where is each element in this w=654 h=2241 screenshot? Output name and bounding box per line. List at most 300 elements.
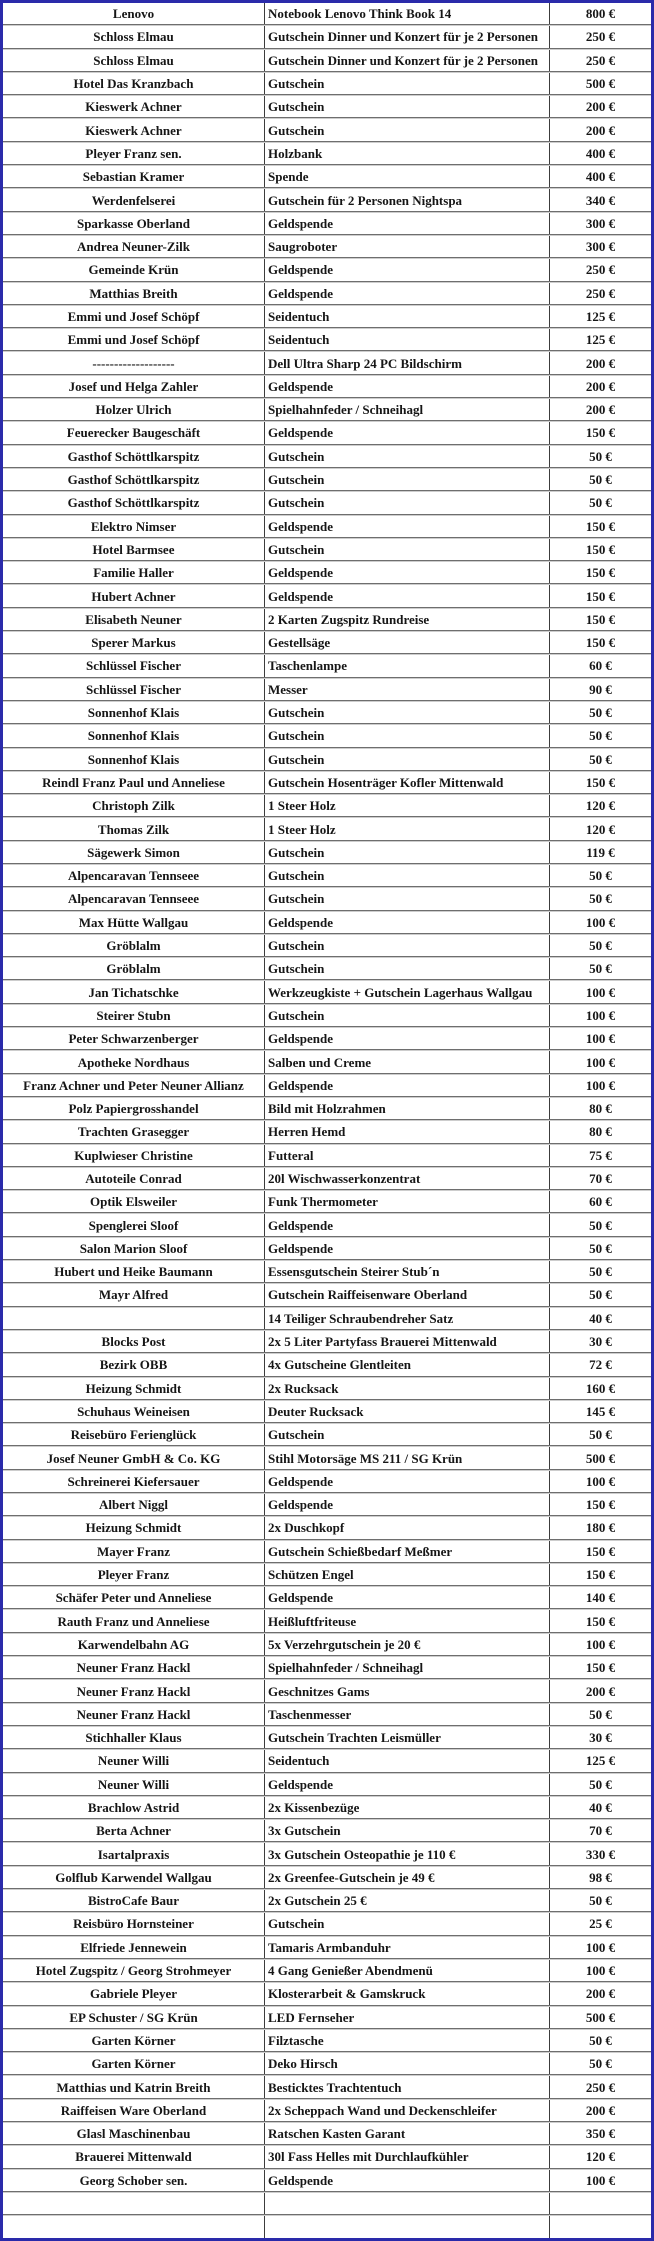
- table-row: [3, 608, 651, 631]
- table-row: [3, 1307, 651, 1330]
- item-cell: Geldspende: [265, 1774, 550, 1795]
- donor-cell: Kieswerk Achner: [3, 119, 265, 140]
- donor-cell: Werdenfelserei: [3, 189, 265, 210]
- value-cell: 400 €: [585, 145, 616, 161]
- item-cell: Schützen Engel: [265, 1564, 550, 1585]
- item-cell: Geldspende: [265, 516, 550, 537]
- value-cell: 100 €: [585, 1473, 616, 1489]
- value-cell: 70 €: [589, 1170, 612, 1186]
- item-cell: Geldspende: [265, 422, 550, 443]
- item-cell: Gestellsäge: [265, 632, 550, 653]
- value-cell: 500 €: [585, 1450, 616, 1466]
- item-cell: Funk Thermometer: [265, 1191, 550, 1212]
- item-cell: 2x Kissenbezüge: [265, 1797, 550, 1818]
- item-cell: Gutschein: [265, 119, 550, 140]
- donor-cell: Neuner Franz Hackl: [3, 1704, 265, 1725]
- table-row: [3, 2122, 651, 2145]
- item-cell: 2x Rucksack: [265, 1378, 550, 1399]
- value-cell: 200 €: [585, 378, 616, 394]
- item-cell: Spende: [265, 166, 550, 187]
- value-cell: 60 €: [589, 658, 612, 674]
- value-cell: 500 €: [585, 2009, 616, 2025]
- table-row: [3, 1330, 651, 1353]
- table-row: [3, 1563, 651, 1586]
- item-cell: Herren Hemd: [265, 1121, 550, 1142]
- donor-cell: Alpencaravan Tennseee: [3, 865, 265, 886]
- value-cell: 200 €: [585, 1986, 616, 2002]
- table-row: [3, 1120, 651, 1143]
- donor-cell: Sägewerk Simon: [3, 842, 265, 863]
- donor-cell: Gemeinde Krün: [3, 259, 265, 280]
- donor-cell: Stichhaller Klaus: [3, 1727, 265, 1748]
- table-row: [3, 188, 651, 211]
- table-row: [3, 631, 651, 654]
- item-cell: Geldspende: [265, 283, 550, 304]
- donor-cell: Schäfer Peter und Anneliese: [3, 1587, 265, 1608]
- donor-cell: [3, 2216, 265, 2237]
- donor-cell: Golflub Karwendel Wallgau: [3, 1867, 265, 1888]
- table-row: [3, 1213, 651, 1236]
- item-cell: Geldspende: [265, 259, 550, 280]
- table-row: [3, 887, 651, 910]
- donor-cell: Schloss Elmau: [3, 50, 265, 71]
- table-row: [3, 305, 651, 328]
- table-row: [3, 584, 651, 607]
- table-row: [3, 282, 651, 305]
- donor-cell: Berta Achner: [3, 1820, 265, 1841]
- table-row: [3, 1400, 651, 1423]
- donor-cell: Neuner Franz Hackl: [3, 1657, 265, 1678]
- item-cell: Taschenlampe: [265, 655, 550, 676]
- item-cell: 2x Scheppach Wand und Deckenschleifer: [265, 2100, 550, 2121]
- donor-cell: Gröblalm: [3, 958, 265, 979]
- donor-cell: Rauth Franz und Anneliese: [3, 1610, 265, 1631]
- item-cell: Deuter Rucksack: [265, 1401, 550, 1422]
- value-cell: 50 €: [589, 2032, 612, 2048]
- table-row: [3, 72, 651, 95]
- donor-cell: Gröblalm: [3, 935, 265, 956]
- table-row: [3, 1097, 651, 1120]
- value-cell: 50 €: [589, 728, 612, 744]
- value-cell: 50 €: [589, 891, 612, 907]
- donor-cell: Reindl Franz Paul und Anneliese: [3, 772, 265, 793]
- donor-cell: Garten Körner: [3, 2030, 265, 2051]
- value-cell: 160 €: [585, 1380, 616, 1396]
- donor-cell: Schlüssel Fischer: [3, 655, 265, 676]
- value-cell: 200 €: [585, 355, 616, 371]
- donor-cell: Hotel Das Kranzbach: [3, 73, 265, 94]
- value-cell: 150 €: [585, 588, 616, 604]
- donor-cell: Steirer Stubn: [3, 1005, 265, 1026]
- item-cell: Seidentuch: [265, 1750, 550, 1771]
- donor-cell: Josef Neuner GmbH & Co. KG: [3, 1447, 265, 1468]
- donor-cell: Brauerei Mittenwald: [3, 2146, 265, 2167]
- table-row: [3, 1004, 651, 1027]
- value-cell: 70 €: [589, 1823, 612, 1839]
- table-row: [3, 2029, 651, 2052]
- table-row: [3, 1423, 651, 1446]
- donor-cell: Andrea Neuner-Zilk: [3, 236, 265, 257]
- donor-cell: Schuhaus Weineisen: [3, 1401, 265, 1422]
- value-cell: 250 €: [585, 29, 616, 45]
- item-cell: Bild mit Holzrahmen: [265, 1098, 550, 1119]
- item-cell: 2x Gutschein 25 €: [265, 1890, 550, 1911]
- table-row: [3, 1633, 651, 1656]
- item-cell: Gutschein: [265, 73, 550, 94]
- value-cell: 150 €: [585, 611, 616, 627]
- donor-cell: Emmi und Josef Schöpf: [3, 329, 265, 350]
- donor-cell: Gasthof Schöttlkarspitz: [3, 469, 265, 490]
- value-cell: 60 €: [589, 1194, 612, 1210]
- table-row: [3, 1726, 651, 1749]
- item-cell: Gutschein: [265, 1424, 550, 1445]
- value-cell: 50 €: [589, 705, 612, 721]
- value-cell: 50 €: [589, 938, 612, 954]
- table-row: [3, 561, 651, 584]
- donor-cell: Elfriede Jennewein: [3, 1937, 265, 1958]
- item-cell: 30l Fass Helles mit Durchlaufkühler: [265, 2146, 550, 2167]
- donor-cell: Mayer Franz: [3, 1541, 265, 1562]
- donor-cell: Familie Haller: [3, 562, 265, 583]
- donor-cell: Max Hütte Wallgau: [3, 912, 265, 933]
- table-row: [3, 375, 651, 398]
- table-row: [3, 1167, 651, 1190]
- item-cell: 1 Steer Holz: [265, 795, 550, 816]
- value-cell: 200 €: [585, 2102, 616, 2118]
- donor-cell: Isartalpraxis: [3, 1843, 265, 1864]
- item-cell: Gutschein: [265, 446, 550, 467]
- donor-cell: Hubert Achner: [3, 585, 265, 606]
- item-cell: Besticktes Trachtentuch: [265, 2076, 550, 2097]
- value-cell: 90 €: [589, 681, 612, 697]
- item-cell: Gutschein: [265, 749, 550, 770]
- item-cell: 2x Duschkopf: [265, 1517, 550, 1538]
- item-cell: 14 Teiliger Schraubendreher Satz: [265, 1308, 550, 1329]
- value-cell: 50 €: [589, 1217, 612, 1233]
- item-cell: Geldspende: [265, 585, 550, 606]
- value-cell: 120 €: [585, 2149, 616, 2165]
- table-row: [3, 1260, 651, 1283]
- table-row: [3, 258, 651, 281]
- value-cell: 100 €: [585, 1007, 616, 1023]
- table-row: [3, 1050, 651, 1073]
- donor-cell: [3, 2193, 265, 2214]
- item-cell: Gutschein Dinner und Konzert für je 2 Personen: [265, 50, 550, 71]
- table-row: [3, 1609, 651, 1632]
- item-cell: Tamaris Armbanduhr: [265, 1937, 550, 1958]
- donor-cell: Sperer Markus: [3, 632, 265, 653]
- donor-cell: Kieswerk Achner: [3, 96, 265, 117]
- item-cell: LED Fernseher: [265, 2007, 550, 2028]
- value-cell: [550, 2216, 651, 2237]
- table-row: [3, 1586, 651, 1609]
- table-row: [3, 398, 651, 421]
- item-cell: 3x Gutschein: [265, 1820, 550, 1841]
- table-row: [3, 468, 651, 491]
- donor-cell: Sonnenhof Klais: [3, 725, 265, 746]
- item-cell: Geldspende: [265, 213, 550, 234]
- donor-cell: Georg Schober sen.: [3, 2170, 265, 2191]
- donor-cell: Kuplwieser Christine: [3, 1145, 265, 1166]
- table-row: [3, 49, 651, 72]
- value-cell: 125 €: [585, 309, 616, 324]
- value-cell: 400 €: [585, 169, 616, 185]
- table-row: [3, 1470, 651, 1493]
- donor-cell: Pleyer Franz: [3, 1564, 265, 1585]
- item-cell: Gutschein: [265, 725, 550, 746]
- donor-cell: Reisebüro Ferienglück: [3, 1424, 265, 1445]
- value-cell: 50 €: [589, 1776, 612, 1792]
- value-cell: 30 €: [589, 1730, 612, 1746]
- donor-cell: Elektro Nimser: [3, 516, 265, 537]
- table-row: [3, 1516, 651, 1539]
- table-row: [3, 515, 651, 538]
- donor-cell: BistroCafe Baur: [3, 1890, 265, 1911]
- table-row: [3, 864, 651, 887]
- value-cell: 150 €: [585, 518, 616, 534]
- item-cell: Gutschein: [265, 539, 550, 560]
- item-cell: Gutschein: [265, 958, 550, 979]
- donor-cell: Jan Tichatschke: [3, 981, 265, 1002]
- donor-cell: Sonnenhof Klais: [3, 749, 265, 770]
- donor-cell: Neuner Willi: [3, 1750, 265, 1771]
- item-cell: Geldspende: [265, 562, 550, 583]
- item-cell: Spielhahnfeder / Schneihagl: [265, 399, 550, 420]
- item-cell: Gutschein Schießbedarf Meßmer: [265, 1541, 550, 1562]
- table-row: [3, 1749, 651, 1772]
- donor-cell: Neuner Willi: [3, 1774, 265, 1795]
- donor-cell: Neuner Franz Hackl: [3, 1680, 265, 1701]
- item-cell: Taschenmesser: [265, 1704, 550, 1725]
- table-row: [3, 351, 651, 374]
- item-cell: Notebook Lenovo Think Book 14: [265, 3, 550, 24]
- donor-cell: Blocks Post: [3, 1331, 265, 1352]
- table-row: [3, 980, 651, 1003]
- value-cell: 100 €: [585, 1939, 616, 1955]
- value-cell: 40 €: [589, 1800, 612, 1815]
- table-row: [3, 1842, 651, 1865]
- donor-cell: Christoph Zilk: [3, 795, 265, 816]
- item-cell: 3x Gutschein Osteopathie je 110 €: [265, 1843, 550, 1864]
- donor-cell: Sparkasse Oberland: [3, 213, 265, 234]
- donor-cell: Hotel Zugspitz / Georg Strohmeyer: [3, 1960, 265, 1981]
- value-cell: 250 €: [585, 52, 616, 68]
- value-cell: 150 €: [585, 425, 616, 441]
- table-row: [3, 1773, 651, 1796]
- value-cell: 100 €: [585, 1077, 616, 1093]
- item-cell: Gutschein: [265, 469, 550, 490]
- item-cell: Geldspende: [265, 376, 550, 397]
- item-cell: Geldspende: [265, 2170, 550, 2191]
- table-row: [3, 235, 651, 258]
- table-row: [3, 724, 651, 747]
- value-cell: 50 €: [589, 1893, 612, 1909]
- donor-cell: Optik Elsweiler: [3, 1191, 265, 1212]
- value-cell: 340 €: [585, 192, 616, 208]
- donor-cell: Schlüssel Fischer: [3, 679, 265, 700]
- table-row: [3, 817, 651, 840]
- item-cell: 20l Wischwasserkonzentrat: [265, 1168, 550, 1189]
- value-cell: 300 €: [585, 215, 616, 231]
- item-cell: Gutschein: [265, 888, 550, 909]
- item-cell: Geschnitzes Gams: [265, 1680, 550, 1701]
- item-cell: [265, 2193, 550, 2214]
- table-row: [3, 25, 651, 48]
- donor-cell: Karwendelbahn AG: [3, 1634, 265, 1655]
- donor-cell: Hotel Barmsee: [3, 539, 265, 560]
- item-cell: Heißluftfriteuse: [265, 1610, 550, 1631]
- value-cell: 40 €: [589, 1310, 612, 1326]
- item-cell: Holzbank: [265, 143, 550, 164]
- value-cell: 150 €: [585, 1543, 616, 1559]
- item-cell: Klosterarbeit & Gamskruck: [265, 1983, 550, 2004]
- donor-cell: Hubert und Heike Baumann: [3, 1261, 265, 1282]
- item-cell: Gutschein für 2 Personen Nightspa: [265, 189, 550, 210]
- table-row: [3, 1074, 651, 1097]
- table-row: [3, 2169, 651, 2192]
- value-cell: 100 €: [585, 1031, 616, 1047]
- value-cell: 120 €: [585, 821, 616, 837]
- item-cell: Gutschein Hosenträger Kofler Mittenwald: [265, 772, 550, 793]
- value-cell: 50 €: [589, 448, 612, 464]
- value-cell: 120 €: [585, 798, 616, 814]
- item-cell: Spielhahnfeder / Schneihagl: [265, 1657, 550, 1678]
- donor-cell: Peter Schwarzenberger: [3, 1028, 265, 1049]
- value-cell: 150 €: [585, 565, 616, 581]
- table-row: [3, 445, 651, 468]
- donor-cell: Trachten Grasegger: [3, 1121, 265, 1142]
- table-row: [3, 1912, 651, 1935]
- item-cell: 2 Karten Zugspitz Rundreise: [265, 609, 550, 630]
- item-cell: Seidentuch: [265, 329, 550, 350]
- item-cell: Essensgutschein Steirer Stub´n: [265, 1261, 550, 1282]
- table-row: [3, 2075, 651, 2098]
- item-cell: Gutschein: [265, 702, 550, 723]
- item-cell: 4x Gutscheine Glentleiten: [265, 1354, 550, 1375]
- table-row: [3, 2006, 651, 2029]
- table-row: [3, 1819, 651, 1842]
- table-row: [3, 2215, 651, 2237]
- value-cell: 50 €: [589, 1287, 612, 1303]
- item-cell: Ratschen Kasten Garant: [265, 2123, 550, 2144]
- table-row: [3, 1144, 651, 1167]
- item-cell: Gutschein Dinner und Konzert für je 2 Personen: [265, 26, 550, 47]
- table-row: [3, 1190, 651, 1213]
- value-cell: 150 €: [585, 541, 616, 557]
- donor-cell: Spenglerei Sloof: [3, 1214, 265, 1235]
- table-row: [3, 328, 651, 351]
- item-cell: 1 Steer Holz: [265, 818, 550, 839]
- donor-cell: Garten Körner: [3, 2053, 265, 2074]
- table-row: [3, 1027, 651, 1050]
- value-cell: 30 €: [589, 1334, 612, 1350]
- item-cell: Dell Ultra Sharp 24 PC Bildschirm: [265, 352, 550, 373]
- table-row: [3, 1237, 651, 1260]
- item-cell: Filztasche: [265, 2030, 550, 2051]
- value-cell: 72 €: [589, 1357, 612, 1373]
- table-row: [3, 142, 651, 165]
- table-row: [3, 1936, 651, 1959]
- table-row: [3, 654, 651, 677]
- table-row: [3, 748, 651, 771]
- item-cell: Gutschein Trachten Leismüller: [265, 1727, 550, 1748]
- value-cell: 75 €: [589, 1147, 612, 1163]
- item-cell: Geldspende: [265, 1471, 550, 1492]
- table-row: [3, 2145, 651, 2168]
- value-cell: 140 €: [585, 1590, 616, 1606]
- donor-cell: Franz Achner und Peter Neuner Allianz: [3, 1075, 265, 1096]
- donor-cell: Sonnenhof Klais: [3, 702, 265, 723]
- donor-cell: Schreinerei Kiefersauer: [3, 1471, 265, 1492]
- value-cell: 50 €: [589, 751, 612, 767]
- table-row: [3, 421, 651, 444]
- donor-cell: Brachlow Astrid: [3, 1797, 265, 1818]
- value-cell: 100 €: [585, 1054, 616, 1070]
- item-cell: Gutschein: [265, 865, 550, 886]
- donor-cell: Reisbüro Hornsteiner: [3, 1913, 265, 1934]
- item-cell: Seidentuch: [265, 306, 550, 327]
- value-cell: 100 €: [585, 1963, 616, 1979]
- value-cell: 200 €: [585, 99, 616, 115]
- value-cell: 200 €: [585, 402, 616, 418]
- value-cell: 150 €: [585, 635, 616, 651]
- table-row: [3, 794, 651, 817]
- donor-cell: Salon Marion Sloof: [3, 1238, 265, 1259]
- table-row: [3, 934, 651, 957]
- table-row: [3, 2192, 651, 2215]
- table-row: [3, 771, 651, 794]
- item-cell: Geldspende: [265, 1587, 550, 1608]
- donor-cell: Schloss Elmau: [3, 26, 265, 47]
- donor-cell: Thomas Zilk: [3, 818, 265, 839]
- value-cell: 125 €: [585, 1753, 616, 1769]
- value-cell: 80 €: [589, 1124, 612, 1140]
- value-cell: 50 €: [589, 495, 612, 511]
- item-cell: 2x Greenfee-Gutschein je 49 €: [265, 1867, 550, 1888]
- item-cell: Gutschein: [265, 96, 550, 117]
- item-cell: Geldspende: [265, 1494, 550, 1515]
- table-row: [3, 212, 651, 235]
- donor-cell: Lenovo: [3, 3, 265, 24]
- table-row: [3, 1866, 651, 1889]
- value-cell: 80 €: [589, 1101, 612, 1117]
- donor-cell: Emmi und Josef Schöpf: [3, 306, 265, 327]
- table-row: [3, 1493, 651, 1516]
- value-cell: 330 €: [585, 1846, 616, 1862]
- value-cell: 300 €: [585, 239, 616, 255]
- value-cell: 125 €: [585, 332, 616, 348]
- donor-cell: Bezirk OBB: [3, 1354, 265, 1375]
- donor-cell: Josef und Helga Zahler: [3, 376, 265, 397]
- value-cell: 25 €: [589, 1916, 612, 1932]
- table-row: [3, 95, 651, 118]
- donor-cell: Feuerecker Baugeschäft: [3, 422, 265, 443]
- table-row: [3, 538, 651, 561]
- item-cell: Geldspende: [265, 912, 550, 933]
- item-cell: Gutschein: [265, 1913, 550, 1934]
- value-cell: 100 €: [585, 984, 616, 1000]
- value-cell: 50 €: [589, 472, 612, 488]
- donor-cell: Albert Niggl: [3, 1494, 265, 1515]
- donor-cell: -------------------: [3, 352, 265, 373]
- value-cell: [550, 2193, 651, 2214]
- donor-cell: Gasthof Schöttlkarspitz: [3, 492, 265, 513]
- value-cell: 350 €: [585, 2126, 616, 2142]
- value-cell: 119 €: [586, 844, 615, 860]
- value-cell: 250 €: [585, 2079, 616, 2095]
- donor-cell: Gasthof Schöttlkarspitz: [3, 446, 265, 467]
- item-cell: Geldspende: [265, 1214, 550, 1235]
